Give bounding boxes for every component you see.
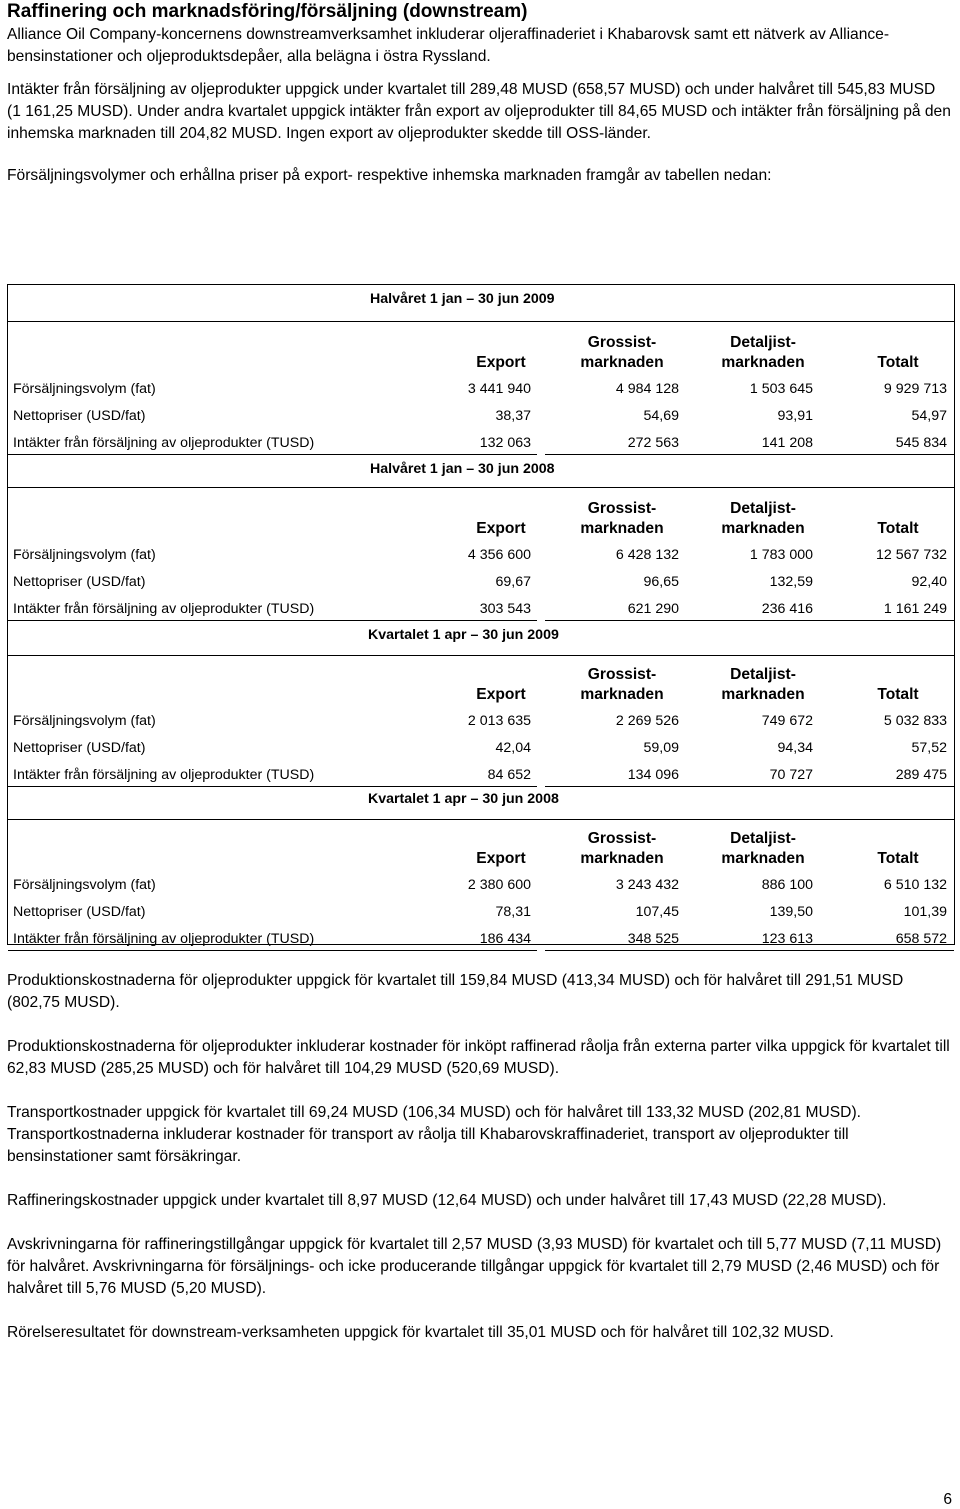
header-retail-line: Detaljist- (730, 830, 796, 847)
section-title: Kvartalet 1 apr – 30 jun 2009 (368, 627, 559, 643)
table-section (8, 285, 954, 455)
header-wholesale-line: Grossist- (587, 500, 657, 517)
cell-volume: 3 243 432 (615, 877, 679, 893)
header-total (828, 829, 960, 869)
row-label-price: Nettopriser (USD/fat) (13, 574, 146, 590)
table-section (8, 455, 954, 625)
cell-revenue: 186 434 (479, 931, 531, 947)
table-section (8, 619, 954, 789)
header-wholesale-line: Grossist- (587, 334, 657, 351)
header-total-line: Totalt (877, 686, 919, 703)
cell-revenue: 134 096 (627, 767, 679, 783)
cell-revenue: 658 572 (895, 931, 947, 947)
cell-volume: 2 269 526 (615, 713, 679, 729)
refining-costs-paragraph: Raffineringskostnader uppgick under kvartalet till 8,97 MUSD (12,64 MUSD) och under halvåret till 17,43 MUSD (22,28 MUSD). (7, 1192, 887, 1209)
header-retail-line: marknaden (721, 850, 805, 867)
cell-volume: 4 356 600 (467, 547, 531, 563)
header-wholesale (552, 829, 692, 869)
cell-volume: 12 567 732 (875, 547, 947, 563)
header-wholesale (552, 333, 692, 373)
cell-revenue: 123 613 (761, 931, 813, 947)
header-wholesale-line: marknaden (580, 354, 664, 371)
production-costs-paragraph: Produktionskostnaderna för oljeprodukter uppgick för kvartalet till 159,84 MUSD (413,34 MUSD) och för halvåret till 291,51 MUSD (802,75 MUSD). (7, 972, 904, 1011)
row-rule (545, 950, 954, 951)
header-wholesale-line: marknaden (580, 520, 664, 537)
cell-price: 139,50 (769, 904, 813, 920)
transport-costs-paragraph: Transportkostnader uppgick för kvartalet till 69,24 MUSD (106,34 MUSD) och för halvåret till 133,32 MUSD (202,81 MUSD). Transportkostnaderna inkluderar kostnader för transport av råolja till Khabarovskraffinaderiet, transport av oljeprodukter till bensinstationer samt försäkringar. (7, 1104, 861, 1165)
header-retail-line: marknaden (721, 354, 805, 371)
header-total (828, 665, 960, 705)
header-total-line: Totalt (877, 520, 919, 537)
section-title: Halvåret 1 jan – 30 jun 2009 (370, 291, 555, 307)
row-label-revenue: Intäkter från försäljning av oljeprodukter (TUSD) (13, 931, 315, 947)
section-rule (8, 655, 954, 656)
cell-price: 54,69 (643, 408, 679, 424)
header-retail (693, 499, 833, 539)
header-wholesale-line: Grossist- (587, 830, 657, 847)
header-wholesale (552, 665, 692, 705)
header-retail-line: Detaljist- (730, 666, 796, 683)
section-rule (8, 819, 954, 820)
header-export (431, 829, 571, 869)
cell-volume: 4 984 128 (615, 381, 679, 397)
purchased-crude-paragraph: Produktionskostnaderna för oljeprodukter inkluderar kostnader för inköpt raffinerad råolja från externa parter vilka uppgick för kvartalet till 62,83 MUSD (285,25 MUSD) och för halvåret till 104,29 MUSD (520,69 MUSD). (7, 1038, 950, 1077)
cell-revenue: 70 727 (769, 767, 813, 783)
row-label-volume: Försäljningsvolym (fat) (13, 381, 156, 397)
cell-price: 94,34 (777, 740, 813, 756)
cell-price: 107,45 (635, 904, 679, 920)
cell-price: 132,59 (769, 574, 813, 590)
cell-price: 96,65 (643, 574, 679, 590)
cell-price: 59,09 (643, 740, 679, 756)
header-export-line: Export (476, 850, 526, 867)
header-total (828, 499, 960, 539)
table-section (8, 783, 954, 953)
row-label-price: Nettopriser (USD/fat) (13, 904, 146, 920)
cell-revenue: 289 475 (895, 767, 947, 783)
cell-revenue: 348 525 (627, 931, 679, 947)
row-label-price: Nettopriser (USD/fat) (13, 740, 146, 756)
cell-volume: 1 783 000 (749, 547, 813, 563)
page-number: 6 (943, 1491, 952, 1508)
volumes-paragraph: Försäljningsvolymer och erhållna priser på export- respektive inhemska marknaden framgår av tabellen nedan: (7, 167, 772, 184)
revenue-paragraph: Intäkter från försäljning av oljeprodukter uppgick under kvartalet till 289,48 MUSD (658,57 MUSD) och under halvåret till 545,83 MUSD (1 161,25 MUSD). Under andra kvartalet uppgick intäkter från export av oljeprodukter till 84,65 MUSD och intäkter från försäljning på den inhemska marknaden till 204,82 MUSD. Ingen export av oljeprodukter skedde till OSS-länder. (7, 81, 951, 142)
cell-revenue: 303 543 (479, 601, 531, 617)
cell-revenue: 141 208 (761, 435, 813, 451)
cell-price: 101,39 (903, 904, 947, 920)
cell-revenue: 272 563 (627, 435, 679, 451)
cell-revenue: 545 834 (895, 435, 947, 451)
cell-volume: 6 428 132 (615, 547, 679, 563)
header-wholesale-line: Grossist- (587, 666, 657, 683)
cell-volume: 2 013 635 (467, 713, 531, 729)
cell-revenue: 132 063 (479, 435, 531, 451)
cell-revenue: 84 652 (487, 767, 531, 783)
cell-revenue: 1 161 249 (883, 601, 947, 617)
header-export (431, 499, 571, 539)
row-label-revenue: Intäkter från försäljning av oljeprodukter (TUSD) (13, 601, 315, 617)
cell-price: 42,04 (495, 740, 531, 756)
cell-price: 69,67 (495, 574, 531, 590)
header-retail (693, 665, 833, 705)
row-label-price: Nettopriser (USD/fat) (13, 408, 146, 424)
header-retail-line: marknaden (721, 686, 805, 703)
cell-price: 38,37 (495, 408, 531, 424)
cell-price: 93,91 (777, 408, 813, 424)
sales-volume-table (7, 284, 955, 945)
cell-price: 78,31 (495, 904, 531, 920)
row-label-revenue: Intäkter från försäljning av oljeprodukter (TUSD) (13, 767, 315, 783)
header-retail (693, 829, 833, 869)
header-total (828, 333, 960, 373)
header-wholesale-line: marknaden (580, 686, 664, 703)
cell-price: 57,52 (911, 740, 947, 756)
section-title: Halvåret 1 jan – 30 jun 2008 (370, 461, 555, 477)
section-title: Kvartalet 1 apr – 30 jun 2008 (368, 791, 559, 807)
row-label-volume: Försäljningsvolym (fat) (13, 547, 156, 563)
depreciation-paragraph: Avskrivningarna för raffineringstillgångar uppgick för kvartalet till 2,57 MUSD (3,93 MUSD) för kvartalet och till 5,77 MUSD (7,11 MUSD) för halvåret. Avskrivningarna för försäljnings- och icke producerande tillgångar uppgick för kvartalet till 2,79 MUSD (2,46 MUSD) och för halvåret till 5,76 MUSD (5,20 MUSD). (7, 1236, 942, 1297)
cell-volume: 3 441 940 (467, 381, 531, 397)
header-retail-line: Detaljist- (730, 334, 796, 351)
cell-volume: 1 503 645 (749, 381, 813, 397)
header-retail-line: Detaljist- (730, 500, 796, 517)
operating-result-paragraph: Rörelseresultatet för downstream-verksamheten uppgick för kvartalet till 35,01 MUSD och för halvåret till 102,32 MUSD. (7, 1324, 834, 1341)
section-rule (8, 487, 954, 488)
header-retail (693, 333, 833, 373)
section-heading: Raffinering och marknadsföring/försäljning (downstream) (7, 1, 528, 22)
cell-volume: 2 380 600 (467, 877, 531, 893)
header-wholesale (552, 499, 692, 539)
header-total-line: Totalt (877, 850, 919, 867)
header-total-line: Totalt (877, 354, 919, 371)
row-label-volume: Försäljningsvolym (fat) (13, 877, 156, 893)
cell-volume: 6 510 132 (883, 877, 947, 893)
header-export (431, 665, 571, 705)
cell-volume: 749 672 (761, 713, 813, 729)
cell-revenue: 236 416 (761, 601, 813, 617)
cell-price: 54,97 (911, 408, 947, 424)
section-rule (8, 321, 954, 322)
cell-volume: 5 032 833 (883, 713, 947, 729)
header-retail-line: marknaden (721, 520, 805, 537)
row-label-revenue: Intäkter från försäljning av oljeprodukter (TUSD) (13, 435, 315, 451)
row-label-volume: Försäljningsvolym (fat) (13, 713, 156, 729)
row-rule (8, 950, 537, 951)
cell-volume: 9 929 713 (883, 381, 947, 397)
document-top (7, 0, 953, 187)
intro-paragraph: Alliance Oil Company-koncernens downstreamverksamhet inkluderar oljeraffinaderiet i Khabarovsk samt ett nätverk av Alliance-bensinstationer och oljeproduktsdepåer, alla belägna i östra Ryssland. (7, 26, 890, 65)
cell-revenue: 621 290 (627, 601, 679, 617)
header-export (431, 333, 571, 373)
cell-price: 92,40 (911, 574, 947, 590)
header-wholesale-line: marknaden (580, 850, 664, 867)
header-export-line: Export (476, 354, 526, 371)
header-export-line: Export (476, 520, 526, 537)
header-export-line: Export (476, 686, 526, 703)
cell-volume: 886 100 (761, 877, 813, 893)
document-bottom (7, 970, 953, 1344)
